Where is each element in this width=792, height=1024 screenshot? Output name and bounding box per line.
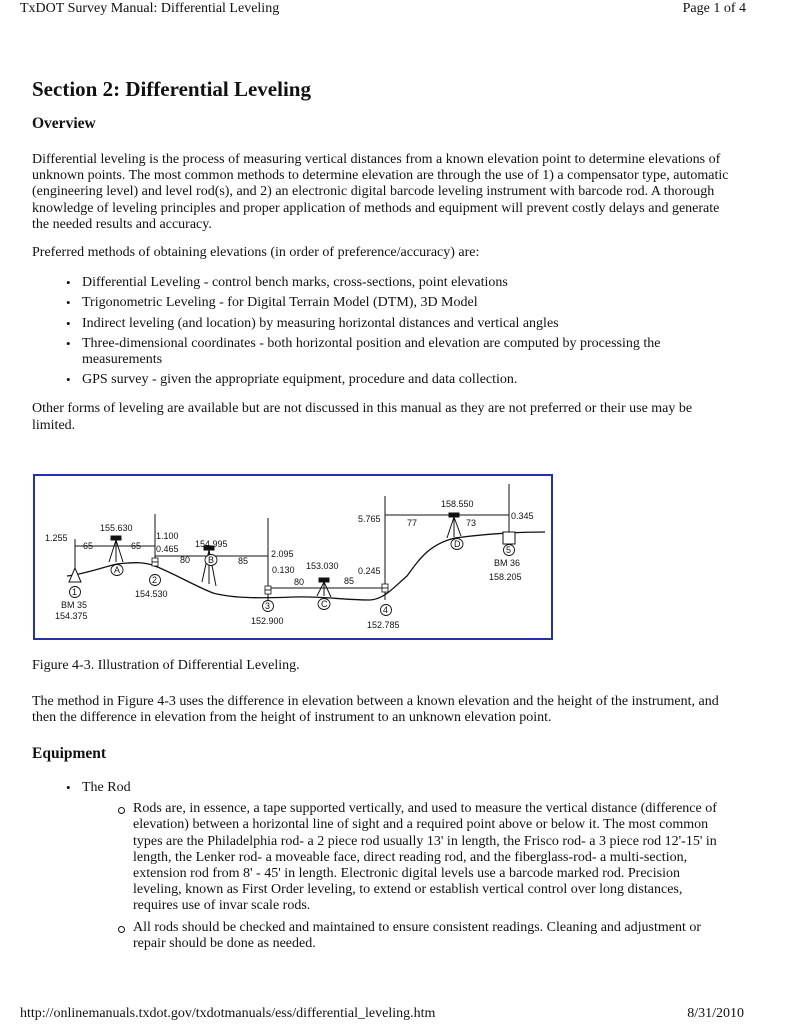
- list-item: • Differential Leveling - control bench marks, cross-sections, point elevations: [32, 275, 722, 291]
- dist-d1: 77: [407, 518, 418, 528]
- tp4-number: 4: [383, 605, 389, 615]
- dist-a1: 65: [83, 541, 94, 551]
- bs1-reading: 1.255: [45, 533, 68, 543]
- dist-c1: 80: [294, 577, 305, 587]
- tp2-elevation: 154.530: [135, 589, 168, 599]
- bm36-name: BM 36: [494, 558, 521, 568]
- dist-b2: 85: [238, 556, 249, 566]
- method-paragraph: The method in Figure 4-3 uses the difference in elevation between a known elevation and the height of the instrument, and then the difference in elevation from the height of instrument to an unknown elevation point.: [32, 694, 719, 726]
- equipment-list: [32, 780, 768, 796]
- inst-a-letter: A: [114, 565, 121, 575]
- equipment-heading: Equipment: [32, 745, 107, 762]
- bm35-elevation: 154.375: [55, 611, 88, 621]
- bm35-name: BM 35: [61, 600, 88, 610]
- hi-d: 158.550: [441, 499, 474, 509]
- footer-date: 8/31/2010: [687, 1006, 744, 1021]
- bs2-reading: 1.100: [156, 531, 179, 541]
- tp4-elevation: 152.785: [367, 620, 400, 630]
- preferred-methods-intro: Preferred methods of obtaining elevations (in order of preference/accuracy) are:: [32, 245, 480, 261]
- list-item: Rods are, in essence, a tape supported vertically, and used to measure the vertical distance (difference of elevation) between a horizontal line of sight and a required point above or below it. The most common types are the Philadelphia rod- a 2 piece rod usually 13' in length, the Frisco rod- a 3 piece rod 12'-15' in length, the Lenker rod- a moveable face, direct reading rod, and the fiberglass-rod- a multi-section, extension rod from 8' - 45' in length. Electronic digital levels use a barcode marked rod. Precision leveling, known as First Order leveling, to extend or establish vertical control over long distances, requires use of invar scale rods.: [32, 801, 737, 914]
- dist-a2: 65: [131, 541, 142, 551]
- bm36-elevation: 158.205: [489, 572, 522, 582]
- dist-c2: 85: [344, 576, 355, 586]
- overview-heading: Overview: [32, 115, 96, 132]
- list-item-the-rod: • The Rod: [32, 780, 722, 796]
- inst-d-letter: D: [454, 539, 461, 549]
- fs2-reading: 0.465: [156, 544, 179, 554]
- header-title: TxDOT Survey Manual: Differential Leveling: [20, 1, 280, 16]
- tp1-number: 1: [72, 587, 78, 597]
- list-item: • Three-dimensional coordinates - both horizontal position and elevation are computed by processing the measurements: [32, 336, 722, 368]
- differential-leveling-figure: [33, 474, 553, 640]
- dist-d2: 73: [466, 518, 477, 528]
- section-title: Section 2: Differential Leveling: [32, 77, 311, 101]
- preferred-methods-list: [32, 275, 768, 388]
- rod-details-list: [32, 801, 768, 952]
- inst-b-letter: B: [208, 555, 215, 565]
- hi-b: 154.995: [195, 539, 228, 549]
- bs4-reading: 5.765: [358, 514, 381, 524]
- figure-caption: Figure 4-3. Illustration of Differential Leveling.: [32, 658, 300, 673]
- leveling-diagram: [35, 476, 551, 638]
- other-forms-paragraph: Other forms of leveling are available but are not discussed in this manual as they are not preferred or their use may be limited.: [32, 401, 693, 433]
- list-item: All rods should be checked and maintained to ensure consistent readings. Cleaning and adjustment or repair should be done as needed.: [32, 920, 737, 952]
- fs5-reading: 0.345: [511, 511, 534, 521]
- tp3-elevation: 152.900: [251, 616, 284, 626]
- bs3-reading: 0.130: [272, 565, 295, 575]
- hi-c: 153.030: [306, 561, 339, 571]
- fs3-reading: 2.095: [271, 549, 294, 559]
- hi-a: 155.630: [100, 523, 133, 533]
- dist-b1: 80: [180, 555, 191, 565]
- inst-c-letter: C: [321, 599, 328, 609]
- list-item: • Indirect leveling (and location) by measuring horizontal distances and vertical angles: [32, 316, 722, 332]
- header-page-number: Page 1 of 4: [682, 1, 746, 16]
- tp5-number: 5: [506, 545, 512, 555]
- tp2-number: 2: [152, 575, 158, 585]
- list-item: • GPS survey - given the appropriate equipment, procedure and data collection.: [32, 372, 722, 388]
- footer-url: http://onlinemanuals.txdot.gov/txdotmanuals/ess/differential_leveling.htm: [20, 1006, 436, 1021]
- fs4-reading: 0.245: [358, 566, 381, 576]
- tp3-number: 3: [265, 601, 271, 611]
- overview-paragraph: Differential leveling is the process of measuring vertical distances from a known elevation point to determine elevations of unknown points. The most common methods to determine elevation are through the use of 1) a compensator type, automatic (engineering level) and level rod(s), and 2) an electronic digital barcode leveling instrument with barcode rod. A thorough knowledge of leveling principles and proper application of methods and equipment will prevent costly delays and generate the needed results and accuracy.: [32, 152, 729, 232]
- list-item: • Trigonometric Leveling - for Digital Terrain Model (DTM), 3D Model: [32, 295, 722, 311]
- bm36-marker: [503, 532, 515, 544]
